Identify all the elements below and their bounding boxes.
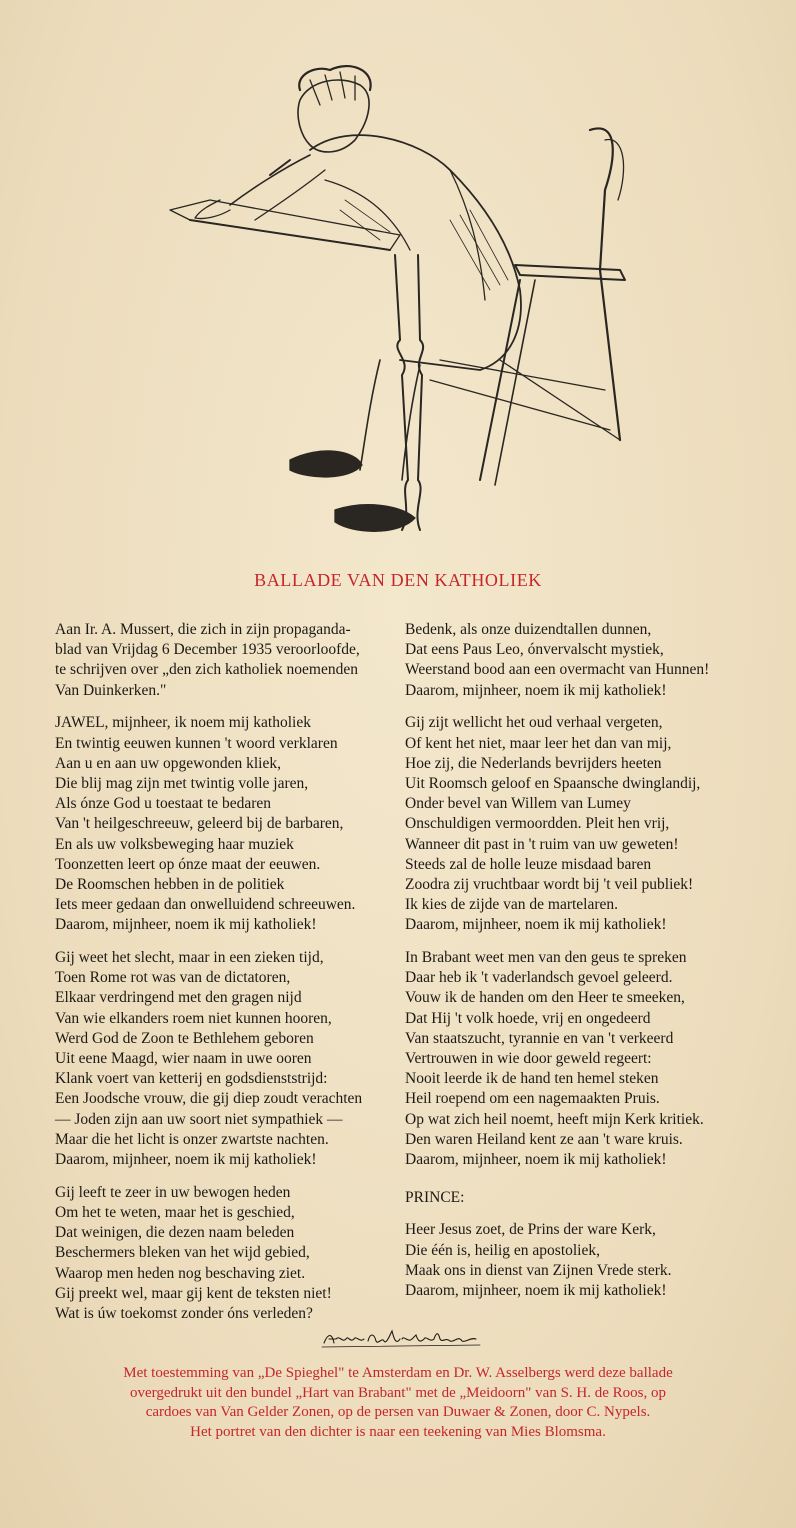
verse-line: Klank voert van ketterij en godsdienststrijd:	[55, 1070, 328, 1088]
dedication	[55, 620, 405, 701]
verse-line: — Joden zijn aan uw soort niet sympathiek —	[55, 1110, 343, 1128]
verse-line: Daar heb ik 't vaderlandsch gevoel geleerd.	[405, 969, 673, 987]
left-column	[55, 620, 405, 1337]
verse-line: Uit eene Maagd, wier naam in uwe ooren	[55, 1050, 312, 1068]
verse-line: Waarop men heden nog beschaving ziet.	[55, 1264, 306, 1282]
verse-line: Maak ons in dienst van Zijnen Vrede sterk.	[405, 1261, 672, 1279]
dedication-line: te schrijven over „den zich katholiek noemenden	[55, 661, 358, 679]
verse-line: Die één is, heilig en apostoliek,	[405, 1241, 600, 1259]
verse-line: Bedenk, als onze duizendtallen dunnen,	[405, 621, 652, 638]
verse-line: Daarom, mijnheer, noem ik mij katholiek!	[55, 1151, 317, 1169]
stanza	[405, 948, 765, 1170]
verse-line: Ik kies de zijde van de martelaren.	[405, 896, 619, 914]
verse-line: Onder bevel van Willem van Lumey	[405, 795, 631, 813]
verse-line: Werd God de Zoon te Bethlehem geboren	[55, 1029, 314, 1047]
verse-line: Vouw ik de handen om den Heer te smeeken,	[405, 989, 685, 1007]
verse-line: Elkaar verdringend met den gragen nijd	[55, 989, 302, 1007]
verse-line: Daarom, mijnheer, noem ik mij katholiek!	[405, 916, 667, 934]
verse-line: Heil roepend om een nagemaakten Pruis.	[405, 1090, 660, 1108]
verse-line: Toonzetten leert op ónze maat der eeuwen.	[55, 855, 321, 873]
verse-line: Om het te weten, maar het is geschied,	[55, 1203, 295, 1221]
verse-line: Onschuldigen vermoordden. Pleit hen vrij,	[405, 815, 670, 833]
verse-line: Die blij mag zijn met twintig volle jaren,	[55, 774, 309, 792]
verse-line: In Brabant weet men van den geus te spreken	[405, 949, 687, 967]
colophon-line: Het portret van den dichter is naar een teekening van Mies Blomsma.	[190, 1423, 606, 1440]
verse-line: Toen Rome rot was van de dictatoren,	[55, 969, 291, 987]
verse-line: Iets meer gedaan dan onwelluidend schreeuwen.	[55, 896, 356, 914]
dedication-line: Aan Ir. A. Mussert, die zich in zijn propaganda-	[55, 621, 351, 638]
verse-line: Als ónze God u toestaat te bedaren	[55, 795, 272, 813]
verse-line: Daarom, mijnheer, noem ik mij katholiek!	[55, 916, 317, 934]
verse-line: Nooit leerde ik de hand ten hemel steken	[405, 1070, 659, 1088]
colophon-line: Met toestemming van „De Spieghel" te Amsterdam en Dr. W. Asselbergs werd deze ballade	[123, 1365, 673, 1381]
prince-heading: PRINCE:	[405, 1189, 465, 1207]
verse-line: Uit Roomsch geloof en Spaansche dwinglandij,	[405, 774, 701, 792]
colophon-line: overgedrukt uit den bundel „Hart van Brabant" met de „Meidoorn" van S. H. de Roos, op	[129, 1384, 666, 1401]
colophon	[0, 1364, 796, 1442]
verse-line: Dat Hij 't volk hoede, vrij en ongedeerd	[405, 1009, 651, 1027]
verse-line: Zoodra zij vruchtbaar wordt bij 't veil publiek!	[405, 875, 694, 893]
verse-line: Een Joodsche vrouw, die gij diep zoudt verachten	[55, 1090, 363, 1108]
prince-stanza	[405, 1220, 765, 1301]
verse-line: Van 't heilgeschreeuw, geleerd bij de barbaren,	[55, 815, 344, 833]
verse-line: Op wat zich heil noemt, heeft mijn Kerk kritiek.	[405, 1110, 704, 1128]
verse-line: Heer Jesus zoet, de Prins der ware Kerk,	[405, 1221, 656, 1239]
verse-line: De Roomschen hebben in de politiek	[55, 875, 285, 893]
right-column	[405, 620, 765, 1314]
verse-line: Daarom, mijnheer, noem ik mij katholiek!	[405, 1151, 667, 1169]
verse-line: Weerstand bood aan een overmacht van Hunnen!	[405, 661, 710, 679]
verse-line: Wat is úw toekomst zonder óns verleden?	[55, 1305, 313, 1322]
colophon-line: cardoes van Van Gelder Zonen, op de persen van Duwaer & Zonen, door C. Nypels.	[145, 1404, 651, 1420]
verse-line: Gij weet het slecht, maar in een zieken tijd,	[55, 949, 324, 967]
stanza	[55, 948, 405, 1170]
verse-line: Hoe zij, die Nederlands bevrijders heeten	[405, 754, 662, 772]
verse-line: Van wie elkanders roem niet kunnen hooren,	[55, 1009, 332, 1027]
verse-line: Wanneer dit past in 't ruim van uw geweten!	[405, 835, 679, 853]
verse-line: Gij zijt wellicht het oud verhaal vergeten,	[405, 714, 663, 732]
stanza	[55, 713, 405, 935]
stanza	[405, 620, 765, 701]
verse-line: Steeds zal de holle leuze misdaad baren	[405, 855, 652, 873]
portrait-drawing	[150, 60, 650, 550]
verse-line: Aan u en aan uw opgewonden kliek,	[55, 754, 281, 772]
dedication-line: Van Duinkerken."	[55, 681, 167, 699]
verse-line: Dat eens Paus Leo, ónvervalscht mystiek,	[405, 641, 664, 659]
stanza	[405, 713, 765, 935]
verse-line: Gij leeft te zeer in uw bewogen heden	[55, 1183, 291, 1201]
verse-line: Gij preekt wel, maar gij kent de teksten niet!	[55, 1284, 332, 1302]
signature	[320, 1325, 490, 1351]
verse-line: Beschermers bleken van het wijd gebied,	[55, 1244, 310, 1262]
verse-line: Daarom, mijnheer, noem ik mij katholiek!	[405, 681, 667, 699]
verse-line: Of kent het niet, maar leer het dan van mij,	[405, 734, 672, 752]
verse-line: En twintig eeuwen kunnen 't woord verklaren	[55, 734, 338, 752]
verse-line: En als uw volksbeweging haar muziek	[55, 835, 294, 853]
verse-line: Van staatszucht, tyrannie en van 't verkeerd	[405, 1029, 674, 1047]
verse-line: Dat weinigen, die dezen naam beleden	[55, 1224, 295, 1242]
verse-line: JAWEL, mijnheer, ik noem mij katholiek	[55, 714, 311, 732]
verse-line: Vertrouwen in wie door geweld regeert:	[405, 1050, 652, 1068]
poem-title: BALLADE VAN DEN KATHOLIEK	[254, 570, 542, 590]
dedication-line: blad van Vrijdag 6 December 1935 veroorloofde,	[55, 641, 360, 659]
stanza	[55, 1183, 405, 1324]
verse-line: Maar die het licht is onzer zwartste nachten.	[55, 1130, 329, 1148]
verse-line: Daarom, mijnheer, noem ik mij katholiek!	[405, 1282, 667, 1300]
verse-line: Den waren Heiland kent ze aan 't ware kruis.	[405, 1130, 683, 1148]
